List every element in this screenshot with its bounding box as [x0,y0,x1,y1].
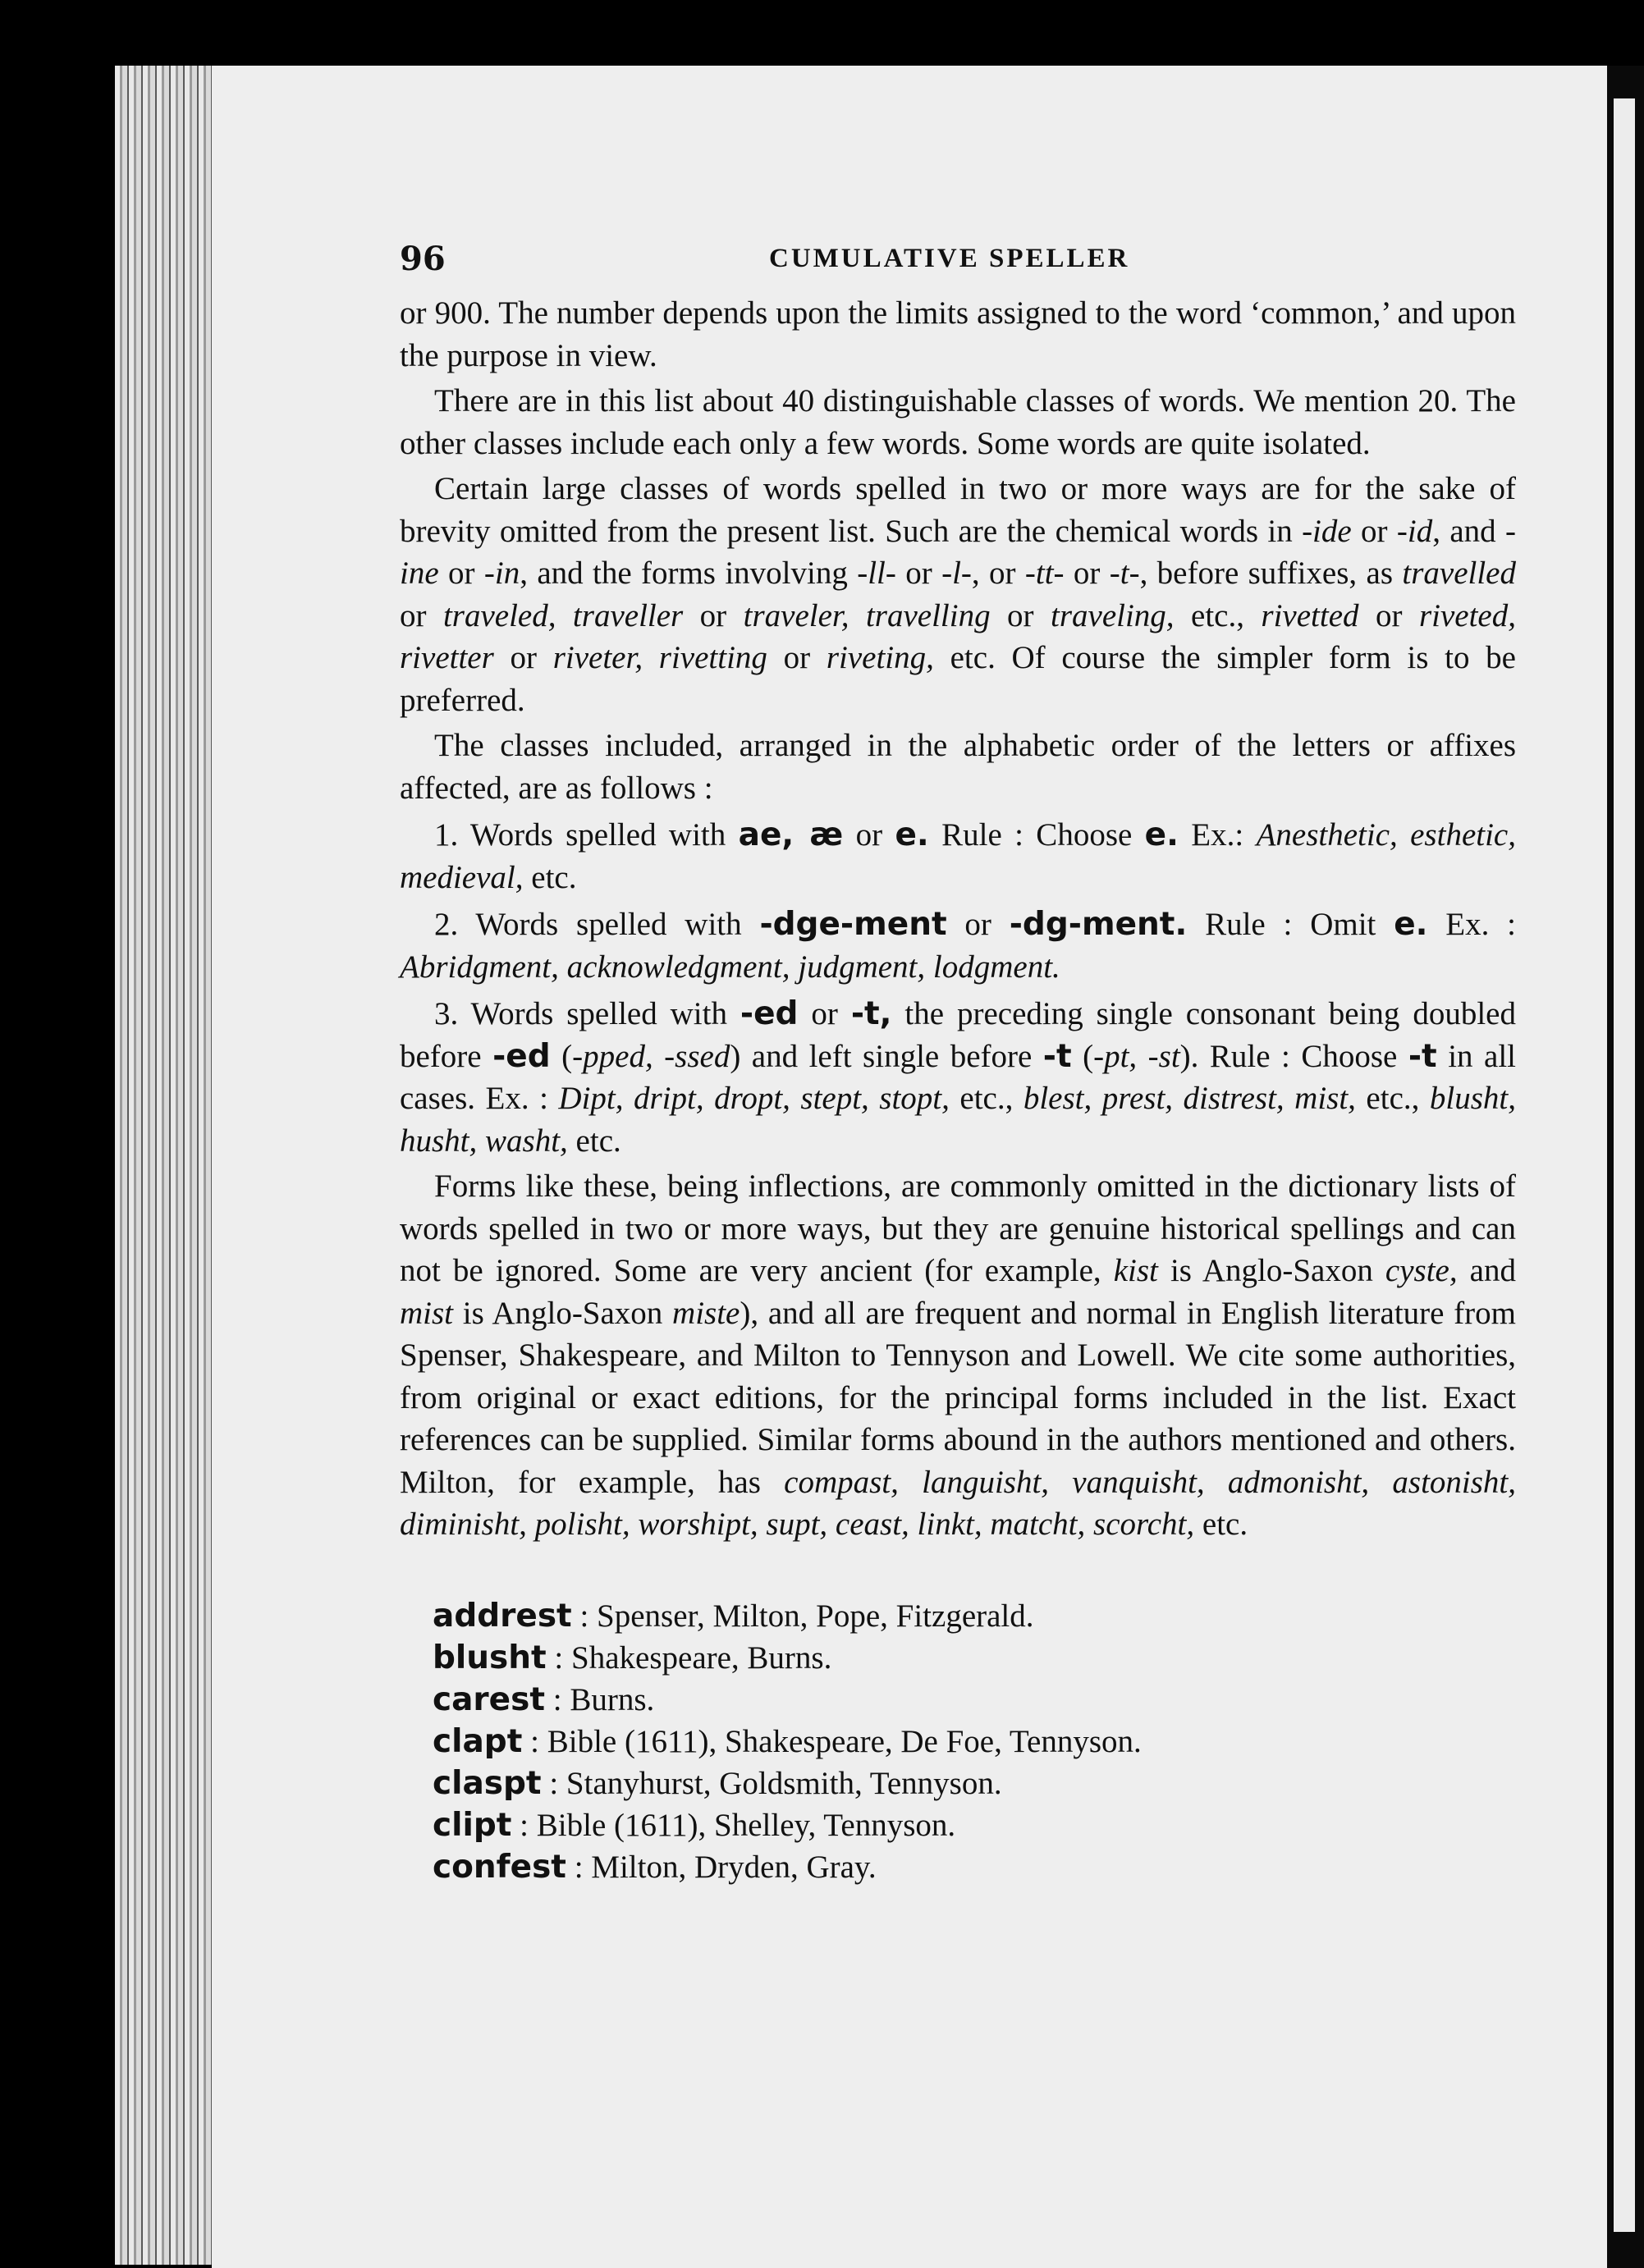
paragraph-3: Certain large classes of words spelled in two or more ways are for the sake of brevity omitted from the present list. Such are the chemical words in -ide or -id, and -ine or -in, and the forms involving -ll- or -l-, or -tt- or -t-, before suffixes, as travelled or traveled, traveller or traveler, travelling or traveling, etc., rivetted or riveted, rivetter or riveter, rivetting or riveting, etc. Of course the simpler form is to be preferred. [400,471,1517,718]
facing-page-edge [1607,66,1644,2268]
list-item: blusht : Shakespeare, Burns. [433,1639,832,1676]
page-content [400,238,1516,1888]
paragraph-5: Forms like these, being inflections, are commonly omitted in the dictionary lists of words spelled in two or more ways, but they are genuine historical spellings and can not be ignored. Some are very ancient (for example, kist is Anglo-Saxon cyste, and mist is Anglo-Saxon miste), and all are frequent and normal in English literature from Spenser, Shakespeare, and Milton to Tennyson and Lowell. We cite some authorities, from original or exact editions, for the principal forms included in the list. Exact references can be supplied. Similar forms abound in the authors mentioned and others. Milton, for example, has compast, languisht, vanquisht, admonisht, astonisht, diminisht, polisht, worshipt, supt, ceast, linkt, matcht, scorcht, etc. [400,1168,1517,1542]
entry-word: claspt [433,1764,542,1802]
entry-authorities: Spenser, Milton, Pope, Fitzgerald. [597,1598,1034,1634]
page-header [400,238,1516,281]
entry-authorities: Burns. [570,1681,655,1717]
list-item: carest : Burns. [433,1680,655,1718]
entry-word: addrest [433,1597,572,1635]
book-binding-edge [115,66,213,2265]
entry-authorities: Milton, Dryden, Gray. [591,1849,877,1885]
list-item: clipt : Bible (1611), Shelley, Tennyson. [433,1806,956,1844]
entry-authorities: Bible (1611), Shelley, Tennyson. [536,1807,956,1843]
entry-word: carest [433,1680,545,1718]
authority-list [400,1595,1516,1888]
list-item: clapt : Bible (1611), Shakespeare, De Foe, Tennyson. [433,1722,1142,1760]
list-item: claspt : Stanyhurst, Goldsmith, Tennyson. [433,1764,1002,1802]
entry-word: blusht [433,1639,547,1676]
entry-authorities: Shakespeare, Burns. [571,1639,832,1676]
paragraph-1: or 900. The number depends upon the limits assigned to the word ‘common,’ and upon the purpose in view. [400,295,1516,373]
list-item: confest : Milton, Dryden, Gray. [433,1848,877,1886]
entry-word: clapt [433,1722,523,1760]
entry-word: clipt [433,1806,512,1844]
paragraph-2: There are in this list about 40 distinguishable classes of words. We mention 20. The other classes include each only a few words. Some words are quite isolated. [400,383,1516,461]
running-title: CUMULATIVE SPELLER [769,244,1130,273]
entry-authorities: Bible (1611), Shakespeare, De Foe, Tennyson. [547,1723,1142,1759]
entry-authorities: Stanyhurst, Goldsmith, Tennyson. [566,1765,1002,1801]
list-item: addrest : Spenser, Milton, Pope, Fitzgerald. [433,1597,1034,1635]
page-number: 96 [400,240,446,278]
rule-2: 2. Words spelled with -dge-ment or -dg-ment. Rule : Omit e. Ex. : Abridgment, acknowledgment, judgment, lodgment. [400,906,1516,985]
rule-3: 3. Words spelled with -ed or -t, the preceding single consonant being doubled before -ed (-pped, -ssed) and left single before -t (-pt, -st). Rule : Choose -t in all cases. Ex. : Dipt, dript, dropt, stept, stopt, etc., blest, prest, distrest, mist, etc., blusht, husht, washt, etc. [400,995,1516,1159]
entry-word: confest [433,1848,566,1886]
facing-page-sliver [1614,98,1635,2232]
rule-1: 1. Words spelled with ae, æ or e. Rule : Choose e. Ex.: Anesthetic, esthetic, medieval, etc. [400,816,1516,895]
paragraph-4: The classes included, arranged in the alphabetic order of the letters or affixes affected, are as follows : [400,728,1516,806]
